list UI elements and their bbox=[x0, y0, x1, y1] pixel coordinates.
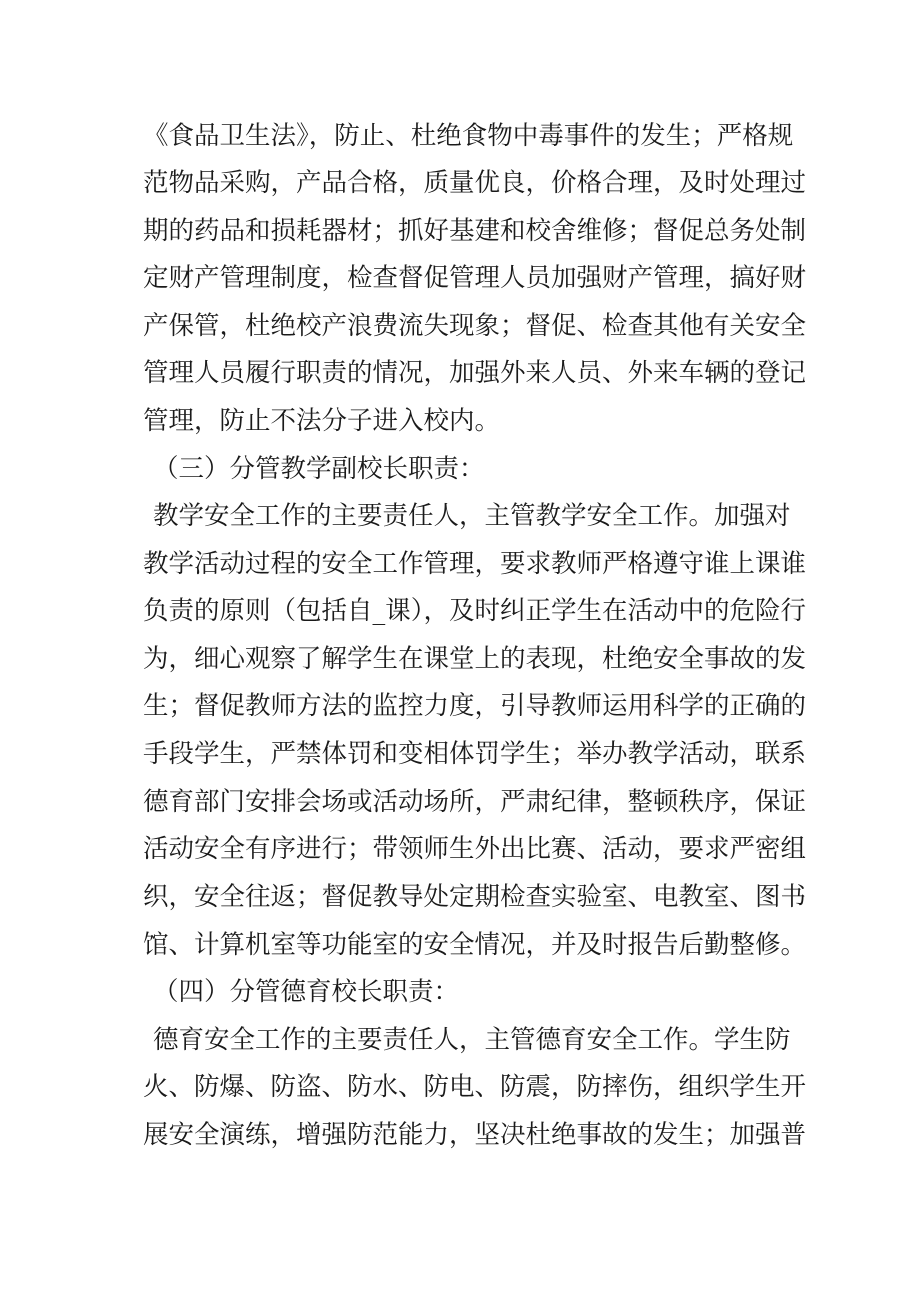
paragraph-first-line: 教学安全工作的主要责任人，主管教学安全工作。加强对 bbox=[153, 501, 791, 531]
text-line: 火、防爆、防盗、防水、防电、防震，防摔伤，组织学生开 bbox=[143, 1072, 807, 1102]
text-line: 织，安全往返；督促教导处定期检查实验室、电教室、图书 bbox=[143, 882, 807, 912]
text-line: 馆、计算机室等功能室的安全情况，并及时报告后勤整修。 bbox=[143, 930, 807, 960]
text-line: 《食品卫生法》，防止、杜绝食物中毒事件的发生；严格规 bbox=[143, 121, 794, 151]
text-line: 展安全演练，增强防范能力，坚决杜绝事故的发生；加强普 bbox=[143, 1120, 807, 1150]
text-line: 生；督促教师方法的监控力度，引导教师运用科学的正确的 bbox=[143, 691, 807, 721]
text-line: 期的药品和损耗器材；抓好基建和校舍维修；督促总务处制 bbox=[143, 216, 807, 246]
text-line: 管理，防止不法分子进入校内。 bbox=[143, 406, 501, 436]
text-line: 定财产管理制度，检查督促管理人员加强财产管理，搞好财 bbox=[143, 263, 807, 293]
section-heading: （三）分管教学副校长职责： bbox=[153, 454, 485, 484]
text-line: 活动安全有序进行；带领师生外出比赛、活动，要求严密组 bbox=[143, 834, 807, 864]
text-line: 范物品采购，产品合格，质量优良，价格合理，及时处理过 bbox=[143, 168, 807, 198]
text-line: 负责的原则（包括自_课），及时纠正学生在活动中的危险行 bbox=[143, 596, 807, 626]
paragraph-first-line: 德育安全工作的主要责任人，主管德育安全工作。学生防 bbox=[153, 1025, 791, 1055]
text-line: 教学活动过程的安全工作管理，要求教师严格遵守谁上课谁 bbox=[143, 549, 807, 579]
text-line: 产保管，杜绝校产浪费流失现象；督促、检查其他有关安全 bbox=[143, 311, 807, 341]
text-line: 德育部门安排会场或活动场所，严肃纪律，整顿秩序，保证 bbox=[143, 787, 807, 817]
text-line: 为，细心观察了解学生在课堂上的表现，杜绝安全事故的发 bbox=[143, 644, 807, 674]
section-heading: （四）分管德育校长职责： bbox=[153, 977, 460, 1007]
text-line: 手段学生，严禁体罚和变相体罚学生；举办教学活动，联系 bbox=[143, 739, 807, 769]
text-line: 管理人员履行职责的情况，加强外来人员、外来车辆的登记 bbox=[143, 358, 807, 388]
